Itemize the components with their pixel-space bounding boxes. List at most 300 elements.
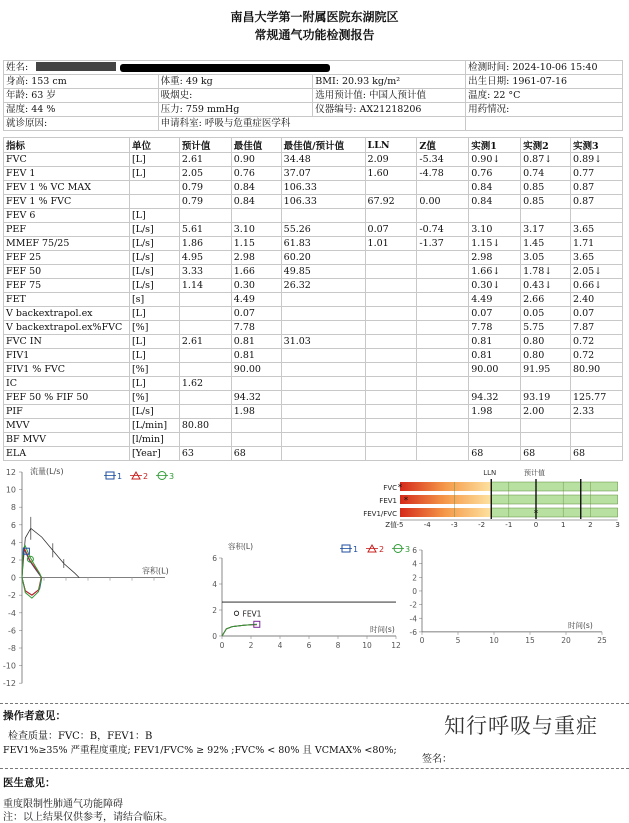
- table-cell: [571, 419, 623, 433]
- table-cell: [179, 209, 231, 223]
- zscore-axis-label: Z值: [385, 521, 397, 529]
- table-cell: 1.14: [179, 279, 231, 293]
- y-tick-label: 8: [10, 503, 16, 513]
- table-cell: 0.84: [231, 181, 281, 195]
- zscore-row-label: FVC: [383, 484, 397, 492]
- table-cell: [417, 293, 469, 307]
- table-row: [4, 251, 623, 265]
- table-cell: 125.77: [571, 391, 623, 405]
- table-cell: [365, 321, 417, 335]
- divider: [0, 768, 629, 769]
- table-cell: 0.87: [571, 181, 623, 195]
- table-cell: 2.66: [521, 293, 571, 307]
- table-cell: 0.74: [521, 167, 571, 181]
- table-cell: [365, 307, 417, 321]
- table-cell: [L]: [129, 377, 179, 391]
- x-axis-label: 容积(L): [142, 566, 169, 576]
- table-cell: 0.80: [521, 335, 571, 349]
- table-cell: [571, 209, 623, 223]
- table-cell: V backextrapol.ex: [4, 307, 130, 321]
- y-tick-label: -4: [8, 608, 16, 618]
- table-cell: [469, 209, 521, 223]
- pred-label: 预计值: [524, 469, 545, 477]
- x-tick-label: 8: [335, 641, 341, 650]
- table-cell: 91.95: [521, 363, 571, 377]
- table-cell: FET: [4, 293, 130, 307]
- watermark-text: 知行呼吸与重症: [444, 714, 598, 738]
- y-tick-label: 2: [10, 556, 16, 565]
- table-cell: 5.61: [179, 223, 231, 237]
- table-cell: [417, 279, 469, 293]
- criteria-text: FEV1%≥35% 严重程度重度; FEV1/FVC% ≥ 92% ;FVC% < 80% 且 VCMAX% <80%;: [3, 745, 397, 756]
- table-cell: [179, 307, 231, 321]
- table-cell: [417, 433, 469, 447]
- table-row: [4, 167, 623, 181]
- humidity: 湿度: 44 %: [4, 103, 159, 117]
- table-cell: [281, 405, 365, 419]
- table-cell: 4.49: [469, 293, 521, 307]
- x-tick-label: 5: [455, 635, 461, 645]
- table-cell: [L]: [129, 307, 179, 321]
- table-cell: 106.33: [281, 181, 365, 195]
- table-cell: 0.07: [231, 307, 281, 321]
- y-tick-label: 4: [10, 538, 16, 548]
- table-cell: [417, 405, 469, 419]
- table-cell: FIV1: [4, 349, 130, 363]
- y-tick-label: 0: [10, 573, 16, 583]
- table-cell: 4.95: [179, 251, 231, 265]
- table-cell: [365, 279, 417, 293]
- table-cell: 0.77: [571, 167, 623, 181]
- table-cell: [281, 433, 365, 447]
- table-cell: [231, 419, 281, 433]
- temperature: 温度: 22 °C: [466, 89, 623, 103]
- zscore-marker: *: [533, 509, 539, 519]
- table-cell: -4.78: [417, 167, 469, 181]
- zscore-tick-label: -3: [450, 521, 458, 529]
- table-cell: 1.62: [179, 377, 231, 391]
- table-cell: 93.19: [521, 391, 571, 405]
- hospital-name: 南昌大学第一附属医院东湖院区: [230, 10, 399, 24]
- table-cell: 2.09: [365, 153, 417, 167]
- x-tick-label: 10: [362, 641, 372, 650]
- table-cell: [469, 419, 521, 433]
- table-row: [4, 237, 623, 251]
- table-cell: 7.78: [231, 321, 281, 335]
- y-tick-label: -2: [8, 591, 16, 601]
- table-cell: [521, 377, 571, 391]
- table-cell: 0.84: [231, 195, 281, 209]
- table-cell: MVV: [4, 419, 130, 433]
- zscore-bar-normal: [491, 482, 617, 491]
- table-cell: [365, 293, 417, 307]
- x-tick-label: 10: [489, 635, 499, 645]
- y-tick-label: 0: [412, 586, 417, 596]
- table-cell: FIV1 % FVC: [4, 363, 130, 377]
- table-cell: [L]: [129, 209, 179, 223]
- table-cell: 0.05: [521, 307, 571, 321]
- table-cell: 0.30: [231, 279, 281, 293]
- table-cell: [281, 447, 365, 461]
- table-cell: 0.76: [231, 167, 281, 181]
- table-row: [4, 377, 623, 391]
- table-row: [4, 153, 623, 167]
- column-header: 实测1: [469, 138, 521, 153]
- table-row: [4, 433, 623, 447]
- table-cell: 49.85: [281, 265, 365, 279]
- legend-label: 2: [143, 472, 149, 481]
- table-cell: FEV 1 % VC MAX: [4, 181, 130, 195]
- divider: [0, 703, 629, 704]
- fev1-annotation: FEV1: [242, 609, 262, 619]
- table-row: [4, 307, 623, 321]
- patient-name: 姓名:: [4, 61, 466, 75]
- table-cell: 0.84: [469, 195, 521, 209]
- table-cell: [%]: [129, 363, 179, 377]
- zscore-tick-label: -2: [478, 521, 486, 529]
- table-cell: [281, 349, 365, 363]
- table-cell: 94.32: [231, 391, 281, 405]
- table-cell: 63: [179, 447, 231, 461]
- table-cell: [417, 307, 469, 321]
- zscore-marker: *: [403, 496, 409, 506]
- table-cell: [417, 251, 469, 265]
- y-tick-label: -10: [2, 661, 16, 671]
- y-tick-label: 4: [212, 580, 217, 589]
- fev1-marker: [234, 611, 238, 615]
- table-cell: [L]: [129, 335, 179, 349]
- table-cell: 3.17: [521, 223, 571, 237]
- table-cell: 2.05↓: [571, 265, 623, 279]
- table-cell: 1.66: [231, 265, 281, 279]
- zscore-bar-low: [400, 508, 491, 517]
- y-tick-label: -12: [2, 679, 16, 689]
- table-cell: [281, 377, 365, 391]
- table-cell: PIF: [4, 405, 130, 419]
- table-cell: 26.32: [281, 279, 365, 293]
- table-cell: 3.10: [231, 223, 281, 237]
- table-cell: IC: [4, 377, 130, 391]
- table-cell: [179, 405, 231, 419]
- y-tick-label: 2: [212, 606, 217, 615]
- table-cell: [417, 181, 469, 195]
- table-cell: [281, 391, 365, 405]
- table-cell: 0.79: [179, 181, 231, 195]
- table-cell: 0.85: [521, 181, 571, 195]
- table-row: [4, 447, 623, 461]
- legend-label: 1: [353, 545, 359, 554]
- table-cell: 0.81: [231, 349, 281, 363]
- table-cell: 67.92: [365, 195, 417, 209]
- table-row: [4, 391, 623, 405]
- x-tick-label: 25: [597, 635, 607, 645]
- table-cell: [179, 321, 231, 335]
- table-row: [4, 335, 623, 349]
- column-header: 最佳值/预计值: [281, 138, 365, 153]
- age: 年龄: 63 岁: [4, 89, 159, 103]
- table-cell: 0.85: [521, 195, 571, 209]
- pressure: 压力: 759 mmHg: [158, 103, 313, 117]
- table-cell: [469, 433, 521, 447]
- table-cell: 7.78: [469, 321, 521, 335]
- table-cell: [281, 293, 365, 307]
- x-tick-label: 6: [306, 641, 312, 650]
- table-cell: PEF: [4, 223, 130, 237]
- doctor-conclusion: 重度限制性肺通气功能障碍: [3, 799, 123, 810]
- table-cell: 1.45: [521, 237, 571, 251]
- table-cell: 2.05: [179, 167, 231, 181]
- table-cell: [s]: [129, 293, 179, 307]
- table-row: [4, 349, 623, 363]
- table-cell: [521, 419, 571, 433]
- table-cell: 0.81: [469, 349, 521, 363]
- device-id: 仪器编号: AX21218206: [313, 103, 466, 117]
- flow-loop-3: [22, 545, 42, 598]
- zscore-tick-label: -4: [423, 521, 431, 529]
- table-cell: [129, 195, 179, 209]
- table-cell: 0.00: [417, 195, 469, 209]
- y-tick-label: 10: [5, 485, 16, 495]
- x-tick-label: 12: [391, 641, 401, 650]
- table-cell: BF MVV: [4, 433, 130, 447]
- x-axis-label: 时间(s): [568, 620, 593, 630]
- table-cell: -1.37: [417, 237, 469, 251]
- volume-curve-2: [222, 625, 257, 636]
- flow-volume-chart: [0, 462, 180, 694]
- table-cell: [417, 391, 469, 405]
- table-cell: 0.07: [571, 307, 623, 321]
- table-cell: 1.60: [365, 167, 417, 181]
- table-cell: [365, 181, 417, 195]
- column-header: LLN: [365, 138, 417, 153]
- table-cell: [365, 447, 417, 461]
- table-cell: 90.00: [469, 363, 521, 377]
- table-cell: FEV 6: [4, 209, 130, 223]
- test-time: 检测时间: 2024-10-06 15:40: [466, 61, 623, 75]
- table-cell: [417, 349, 469, 363]
- redaction-bar: [36, 62, 116, 71]
- zscore-row-label: FEV1/FVC: [363, 510, 397, 518]
- table-cell: [365, 433, 417, 447]
- redaction-bar: [120, 64, 330, 72]
- zscore-row-label: FEV1: [379, 497, 397, 505]
- table-cell: 0.81: [469, 335, 521, 349]
- table-cell: 7.87: [571, 321, 623, 335]
- lln-label: LLN: [483, 469, 497, 477]
- table-cell: [417, 265, 469, 279]
- table-cell: 0.89↓: [571, 153, 623, 167]
- doctor-note: 注：以上结果仅供参考，请结合临床。: [3, 812, 173, 823]
- table-cell: 0.07: [365, 223, 417, 237]
- table-cell: [521, 433, 571, 447]
- table-cell: [L/s]: [129, 251, 179, 265]
- table-cell: [365, 377, 417, 391]
- table-cell: 68: [231, 447, 281, 461]
- table-cell: 3.33: [179, 265, 231, 279]
- table-cell: [365, 363, 417, 377]
- table-cell: [571, 433, 623, 447]
- table-cell: [L]: [129, 153, 179, 167]
- table-cell: [179, 391, 231, 405]
- table-cell: [231, 209, 281, 223]
- table-cell: [L/s]: [129, 265, 179, 279]
- table-cell: [Year]: [129, 447, 179, 461]
- table-cell: [129, 181, 179, 195]
- report-title: 常规通气功能检测报告: [254, 28, 375, 42]
- table-cell: 0.43↓: [521, 279, 571, 293]
- y-axis-label: 流量(L/s): [30, 467, 64, 476]
- table-row: [4, 363, 623, 377]
- table-cell: [365, 265, 417, 279]
- table-cell: 68: [521, 447, 571, 461]
- volume-time-chart: [196, 536, 411, 654]
- signature-label: 签名：: [422, 754, 452, 765]
- zscore-tick-label: 2: [588, 521, 593, 529]
- table-cell: FEF 50: [4, 265, 130, 279]
- table-cell: 55.26: [281, 223, 365, 237]
- table-cell: 1.01: [365, 237, 417, 251]
- table-cell: [281, 321, 365, 335]
- zscore-bar-low: [400, 495, 491, 504]
- table-cell: 94.32: [469, 391, 521, 405]
- table-cell: FVC: [4, 153, 130, 167]
- x-tick-label: 4: [277, 641, 283, 650]
- table-cell: 0.80: [521, 349, 571, 363]
- y-tick-label: -8: [8, 644, 16, 653]
- table-cell: 60.20: [281, 251, 365, 265]
- table-cell: [L/s]: [129, 223, 179, 237]
- table-cell: 0.72: [571, 349, 623, 363]
- legend-label: 1: [117, 472, 123, 481]
- zscore-bar-normal: [491, 508, 617, 517]
- table-cell: 3.10: [469, 223, 521, 237]
- table-cell: 1.66↓: [469, 265, 521, 279]
- table-cell: 31.03: [281, 335, 365, 349]
- table-cell: -0.74: [417, 223, 469, 237]
- table-cell: 1.15: [231, 237, 281, 251]
- x-tick-label: 2: [248, 641, 254, 650]
- y-tick-label: 6: [10, 520, 16, 530]
- zscore-tick-label: 3: [615, 521, 620, 529]
- quality-text: 检查质量：FVC：B，FEV1：B: [8, 731, 153, 742]
- table-row: [4, 321, 623, 335]
- legend-label: 2: [379, 545, 385, 554]
- table-row: [4, 181, 623, 195]
- height: 身高: 153 cm: [4, 75, 159, 89]
- table-cell: [L]: [129, 167, 179, 181]
- table-cell: [179, 349, 231, 363]
- table-cell: 1.15↓: [469, 237, 521, 251]
- table-cell: [L/s]: [129, 405, 179, 419]
- table-cell: 80.80: [179, 419, 231, 433]
- table-cell: 2.33: [571, 405, 623, 419]
- zscore-chart: [350, 466, 625, 530]
- zscore-marker: *: [397, 483, 403, 493]
- table-cell: [L/s]: [129, 237, 179, 251]
- table-cell: 0.90↓: [469, 153, 521, 167]
- column-header: 指标: [4, 138, 130, 153]
- table-cell: 5.75: [521, 321, 571, 335]
- table-cell: [417, 377, 469, 391]
- table-row: [4, 293, 623, 307]
- doctor-title: 医生意见：: [3, 777, 56, 789]
- table-cell: [%]: [129, 321, 179, 335]
- y-tick-label: 4: [412, 559, 417, 569]
- medication: 用药情况:: [466, 103, 623, 117]
- table-cell: 3.05: [521, 251, 571, 265]
- bmi: BMI: 20.93 kg/m²: [313, 75, 466, 89]
- table-cell: V backextrapol.ex%FVC: [4, 321, 130, 335]
- legend-label: 3: [169, 472, 175, 481]
- table-row: [4, 195, 623, 209]
- table-cell: FEV 1 % FVC: [4, 195, 130, 209]
- visit-reason: 就诊原因:: [4, 117, 159, 131]
- table-cell: 0.07: [469, 307, 521, 321]
- table-cell: 1.86: [179, 237, 231, 251]
- table-cell: 2.00: [521, 405, 571, 419]
- table-cell: [231, 377, 281, 391]
- table-cell: 2.98: [469, 251, 521, 265]
- table-cell: 0.81: [231, 335, 281, 349]
- table-cell: [365, 391, 417, 405]
- zscore-bar-low: [397, 482, 491, 493]
- table-cell: [469, 377, 521, 391]
- table-cell: [281, 209, 365, 223]
- y-tick-label: -6: [409, 627, 417, 637]
- column-header: 实测2: [521, 138, 571, 153]
- table-cell: [365, 405, 417, 419]
- table-cell: [231, 433, 281, 447]
- zscore-tick-label: -1: [505, 521, 513, 529]
- y-tick-label: 0: [212, 632, 217, 641]
- smoking: 吸烟史:: [158, 89, 313, 103]
- table-cell: [365, 209, 417, 223]
- y-tick-label: 6: [412, 546, 417, 555]
- table-cell: 68: [469, 447, 521, 461]
- y-tick-label: -4: [409, 614, 417, 624]
- column-header: 预计值: [179, 138, 231, 153]
- zscore-tick-label: 0: [533, 521, 539, 529]
- table-cell: [L/s]: [129, 279, 179, 293]
- y-tick-label: 12: [5, 468, 16, 477]
- table-cell: 0.87↓: [521, 153, 571, 167]
- table-cell: [179, 433, 231, 447]
- table-row: [4, 279, 623, 293]
- x-tick-label: 0: [219, 641, 225, 650]
- zscore-tick-label: 1: [560, 521, 566, 529]
- table-cell: FVC IN: [4, 335, 130, 349]
- table-cell: [%]: [129, 391, 179, 405]
- table-cell: [179, 293, 231, 307]
- table-cell: [417, 447, 469, 461]
- table-cell: [417, 363, 469, 377]
- table-cell: 2.61: [179, 335, 231, 349]
- table-cell: 0.79: [179, 195, 231, 209]
- table-cell: 1.78↓: [521, 265, 571, 279]
- table-cell: [417, 321, 469, 335]
- table-cell: 37.07: [281, 167, 365, 181]
- table-cell: ELA: [4, 447, 130, 461]
- time-chart: [392, 536, 617, 654]
- table-row: [4, 405, 623, 419]
- table-cell: 1.71: [571, 237, 623, 251]
- table-cell: 106.33: [281, 195, 365, 209]
- zscore-bar-normal: [491, 495, 617, 504]
- y-tick-label: -6: [8, 626, 16, 636]
- column-header: Z值: [417, 138, 469, 153]
- results-table: [3, 137, 623, 461]
- table-cell: -5.34: [417, 153, 469, 167]
